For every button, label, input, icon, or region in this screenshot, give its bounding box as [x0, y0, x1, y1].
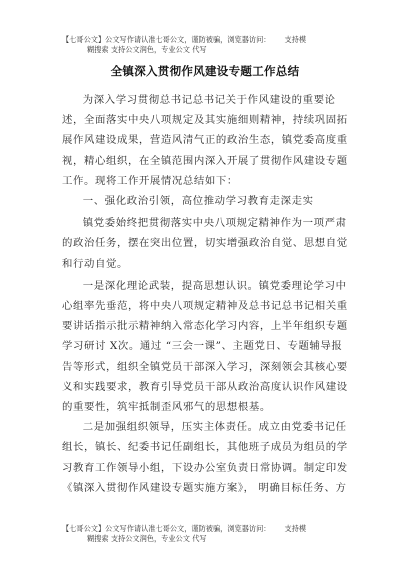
document-body	[62, 90, 354, 498]
footer-notice-line2: 糊搜索 支持公文润色，专业公文 代写	[87, 534, 207, 543]
footer-notice-tail: 支持模	[284, 524, 307, 533]
body-paragraph: 一是深化理论武装，提高思想认识。镇党委理论学习中心组率先垂范，将中央八项规定精神及总书记总书记相关重要讲话指示批示精神纳入常态化学习内容，上半年组织专题学习研讨 X次。通过 “三会一课”、主题党日、专题辅导报 告等形式，组织全镇党员干部深入学习，深刻领会其核心要 义和实践要求，教育引导党员干部从政治高度认识作风建设 的重要性，筑牢抵制歪风邪气的思想根基。	[62, 279, 348, 414]
page-header	[62, 35, 362, 55]
body-paragraph: 二是加强组织领导，压实主体责任。成立由党委书记任组长，镇长、纪委书记任副组长，其他班子成员为组员的学习教育工作领导小组，下设办公室负责日常协调。制定印发《镇深入贯彻作风建设专题实施方案》， 明确目标任务、方	[62, 421, 348, 494]
page-footer	[62, 524, 362, 544]
intro-paragraph: 为深入学习贯彻总书记总书记关于作风建设的重要论述，全面落实中央八项规定及其实施细则精神，持续巩固拓展作风建设成果，营造风清气正的政治生态，镇党委高度重视，精心组织，在全镇范围内深入开展了贯彻作风建设专题工作。现将工作开展情况总结如下：	[62, 94, 348, 187]
document-title: 全镇深入贯彻作风建设专题工作总结	[110, 64, 300, 78]
header-notice: 【七哥公文】公文写作请认准七哥公文，谨防被骗，浏览器访问：	[62, 35, 271, 44]
section-heading: 一、强化政治引领，高位推动学习教育走深走实	[82, 195, 314, 208]
header-notice-tail: 支持模	[284, 35, 307, 44]
header-notice-line2: 糊搜索 支持公文润色，专业公文 代写	[87, 45, 207, 54]
body-paragraph: 镇党委始终把贯彻落实中央八项规定精神作为一项严肃的政治任务，摆在突出位置，切实增强政治自觉、思想自觉和行动自觉。	[62, 217, 348, 270]
footer-notice: 【七哥公文】公文写作请认准七哥公文，谨防被骗，浏览器访问：	[62, 524, 271, 533]
